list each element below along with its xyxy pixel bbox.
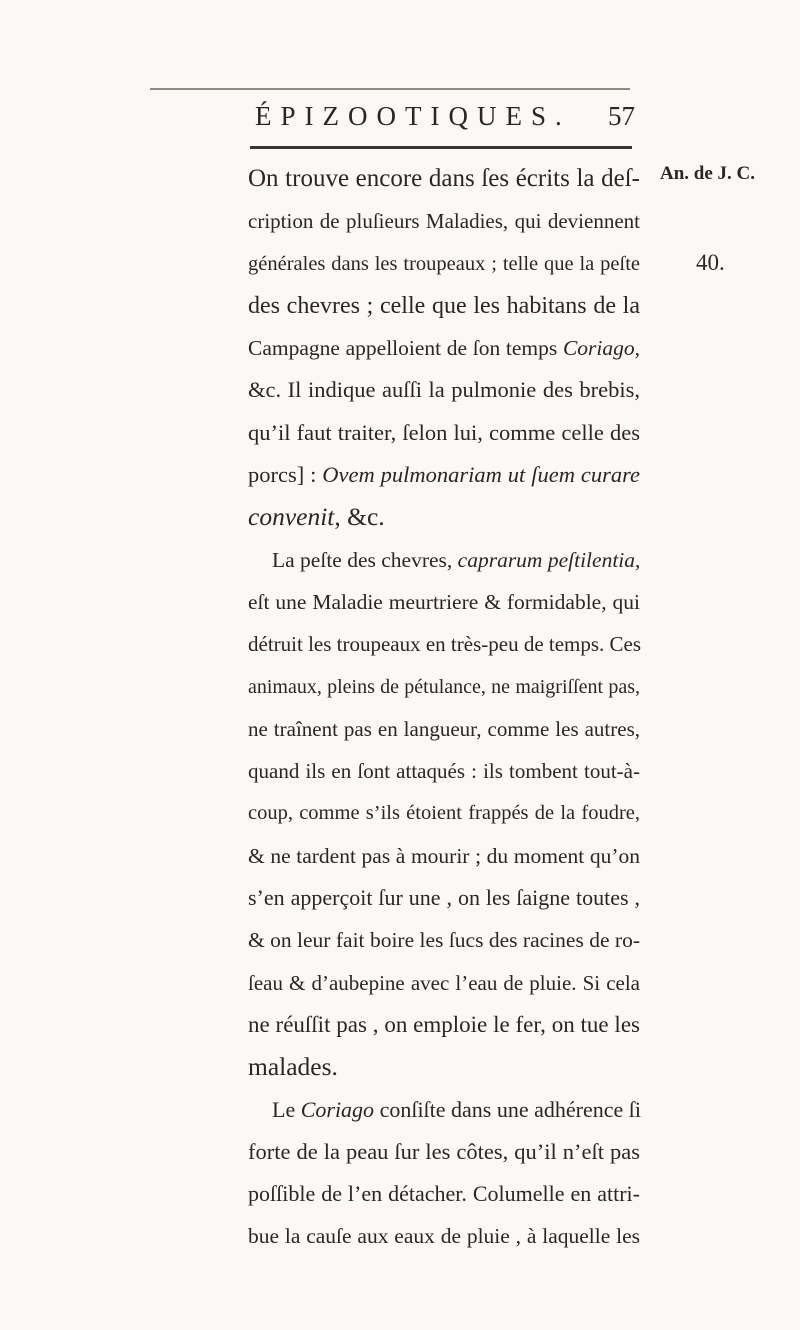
page-header bbox=[255, 98, 635, 134]
text-line: porcs] : Ovem pulmonariam ut ſuem curare bbox=[248, 462, 640, 488]
text-line: &c. Il indique auſſi la pulmonie des brebis, bbox=[248, 377, 640, 403]
text-line: forte de la peau ſur les côtes, qu’il n’eſt pas bbox=[248, 1138, 640, 1164]
text-line: poſſible de l’en détacher. Columelle en attri- bbox=[248, 1181, 640, 1207]
text-line: détruit les troupeaux en très-peu de temps. Ces bbox=[248, 632, 642, 657]
text-line: des chevres ; celle que les habitans de la bbox=[248, 292, 640, 319]
text-line: qu’il faut traiter, ſelon lui, comme celle des bbox=[248, 419, 640, 445]
margin-note-era: An. de J. C. bbox=[660, 163, 756, 184]
text-line: animaux, pleins de pétulance, ne maigriſſent pas, bbox=[248, 675, 640, 698]
text-line: quand ils en ſont attaqués : ils tombent tout-à- bbox=[248, 759, 640, 784]
text-line: générales dans les troupeaux ; telle que la peſte bbox=[248, 252, 640, 275]
text-line: & on leur fait boire les ſucs des racines de ro- bbox=[248, 928, 640, 953]
top-ornament-rule bbox=[150, 88, 630, 90]
text-line: coup, comme s’ils étoient frappés de la foudre, bbox=[248, 802, 640, 825]
margin-note-year: 40. bbox=[696, 250, 725, 275]
text-line: convenit, &c. bbox=[248, 502, 385, 532]
header-rule bbox=[250, 146, 632, 149]
page-number: 57 bbox=[608, 101, 635, 131]
text-line: La peſte des chevres, caprarum peſtilentia, bbox=[272, 547, 641, 572]
text-line: cription de pluſieurs Maladies, qui deviennent bbox=[248, 209, 640, 234]
text-line: Le Coriago conſiſte dans une adhérence ſi bbox=[272, 1096, 642, 1122]
text-line: malades. bbox=[248, 1052, 338, 1082]
text-line: ne réuſſit pas , on emploie le fer, on tue les bbox=[248, 1011, 640, 1037]
text-line: s’en apperçoit ſur une , on les ſaigne toutes , bbox=[248, 885, 640, 911]
text-line: ne traînent pas en langueur, comme les autres, bbox=[248, 716, 640, 741]
text-line: Campagne appelloient de ſon temps Coriago, bbox=[248, 336, 640, 361]
body-text bbox=[248, 158, 640, 1258]
text-line: & ne tardent pas à mourir ; du moment qu’on bbox=[248, 843, 640, 868]
text-line: On trouve encore dans ſes écrits la deſ- bbox=[248, 165, 640, 192]
text-line: bue la cauſe aux eaux de pluie , à laquelle les bbox=[248, 1224, 640, 1249]
text-line: ſeau & d’aubepine avec l’eau de pluie. Si cela bbox=[248, 970, 640, 995]
running-title: ÉPIZOOTIQUES. bbox=[255, 101, 571, 131]
text-line: eſt une Maladie meurtriere & formidable, qui bbox=[248, 589, 640, 614]
